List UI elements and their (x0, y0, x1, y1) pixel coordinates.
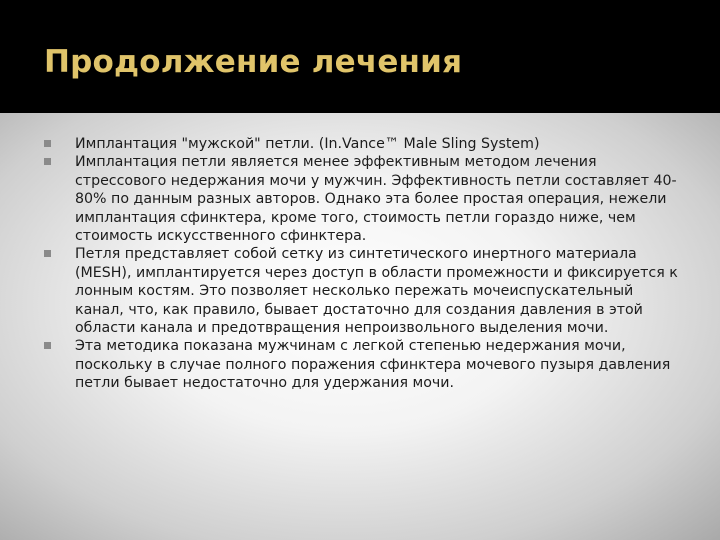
bullet-text: Эта методика показана мужчинам с легкой степенью недержания мочи, поскольку в случае полного поражения сфинктера мочевого пузыря давления петли бывает недостаточно для удержания мочи. (75, 338, 671, 392)
bullet-item (44, 337, 684, 392)
bullet-item (44, 153, 684, 245)
title-bar (0, 0, 720, 113)
bullet-item (44, 135, 684, 153)
bullet-text: Имплантация "мужской" петли. (In.Vance™ Male Sling System) (75, 136, 540, 152)
bullet-text: Имплантация петли является менее эффективным методом лечения стрессового недержания мочи у мужчин. Эффективность петли составляет 40-80% по данным разных авторов. Однако эта более простая операция, нежели имплантация сфинктера, кроме того, стоимость петли гораздо ниже, чем стоимость искусственного сфинктера. (75, 154, 677, 245)
square-bullet-icon (44, 140, 51, 147)
square-bullet-icon (44, 342, 51, 349)
bullet-text: Петля представляет собой сетку из синтетического инертного материала (MESH), имплантируется через доступ в области промежности и фиксируется к лонным костям. Это позволяет несколько пережать мочеиспускательный канал, что, как правило, бывает достаточно для создания давления в этой области канала и предотвращения непроизвольного выделения мочи. (75, 246, 678, 337)
bullet-item (44, 245, 684, 337)
square-bullet-icon (44, 158, 51, 165)
square-bullet-icon (44, 250, 51, 257)
bullet-list (44, 135, 684, 393)
slide-title: Продолжение лечения (44, 44, 463, 80)
